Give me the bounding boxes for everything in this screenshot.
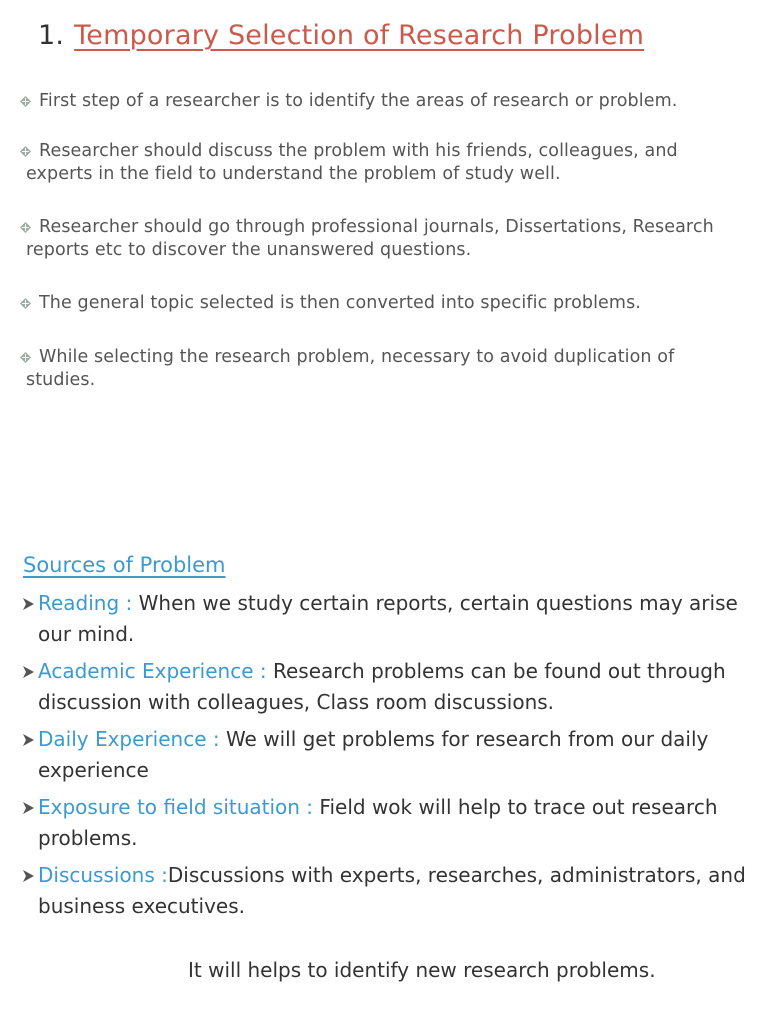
source-term: Reading : <box>38 591 133 615</box>
sources-heading: Sources of Problem <box>23 553 226 577</box>
source-description: Field wok will help to trace out research problems. <box>38 795 718 850</box>
page-heading <box>38 20 644 51</box>
source-term: Discussions : <box>38 863 168 887</box>
arrow-bullet-icon <box>22 801 35 815</box>
list-item <box>18 90 748 113</box>
heading-number: 1. <box>38 20 65 51</box>
arrow-bullet-icon <box>22 597 35 611</box>
arrow-bullet-icon <box>22 733 35 747</box>
bullet-text: Researcher should discuss the problem with his friends, colleagues, and experts in the field to understand the problem of study well. <box>26 141 678 184</box>
source-item-exposure-to-field-situation <box>22 792 747 854</box>
heading-title: Temporary Selection of Research Problem <box>74 20 645 51</box>
list-item <box>18 292 748 315</box>
diamond-bullet-icon <box>20 96 31 107</box>
sources-list <box>22 588 747 928</box>
source-item-discussions <box>22 860 747 922</box>
arrow-bullet-icon <box>22 869 35 883</box>
source-description: We will get problems for research from our daily experience <box>38 727 709 782</box>
source-term: Exposure to field situation : <box>38 795 314 819</box>
closing-line: It will helps to identify new research problems. <box>188 958 656 982</box>
diamond-bullet-icon <box>20 352 31 363</box>
bullet-text: Researcher should go through professional journals, Dissertations, Research reports etc to discover the unanswered questions. <box>26 217 714 260</box>
list-item <box>18 140 748 186</box>
diamond-bullet-icon <box>20 222 31 233</box>
source-term: Daily Experience : <box>38 727 220 751</box>
source-item-reading <box>22 588 747 650</box>
source-description: Research problems can be found out through discussion with colleagues, Class room discussions. <box>38 659 726 714</box>
source-term: Academic Experience : <box>38 659 267 683</box>
source-item-daily-experience <box>22 724 747 786</box>
bullet-text: First step of a researcher is to identify the areas of research or problem. <box>39 91 678 111</box>
bullet-text: While selecting the research problem, necessary to avoid duplication of studies. <box>26 347 675 390</box>
bullet-text: The general topic selected is then converted into specific problems. <box>39 293 641 313</box>
arrow-bullet-icon <box>22 665 35 679</box>
source-item-academic-experience <box>22 656 747 718</box>
research-steps-list <box>18 90 748 392</box>
list-item <box>18 216 748 262</box>
diamond-bullet-icon <box>20 146 31 157</box>
source-description: When we study certain reports, certain questions may arise our mind. <box>38 591 738 646</box>
list-item <box>18 346 748 392</box>
diamond-bullet-icon <box>20 298 31 309</box>
source-description: Discussions with experts, researches, administrators, and business executives. <box>38 863 746 918</box>
